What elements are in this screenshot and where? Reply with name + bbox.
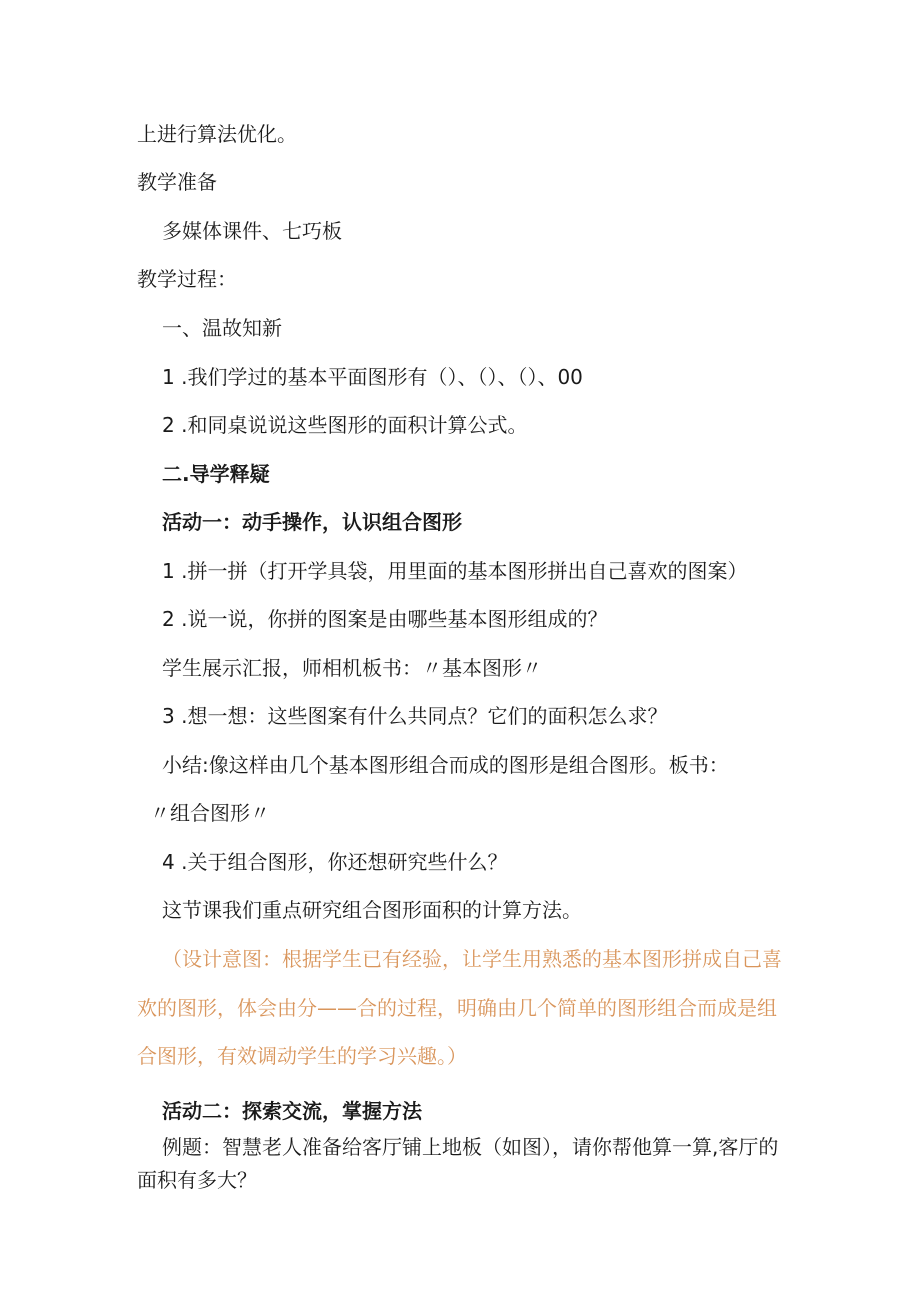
activity-step-1: 1 .拼一拼（打开学具袋，用里面的基本图形拼出自己喜欢的图案） [162,559,748,583]
activity-step-3: 3 .想一想：这些图案有什么共同点？它们的面积怎么求？ [162,704,668,728]
list-item-1: 1 .我们学过的基本平面图形有（）、（）、（）、00 [162,365,583,389]
text-materials: 多媒体课件、七巧板 [162,219,342,243]
text-summary: 小结:像这样由几个基本图形组合而成的图形是组合图形。板书： [162,753,729,777]
design-note-line-1: （设计意图：根据学生已有经验，让学生用熟悉的基本图形拼成自己喜 [162,947,782,971]
design-note-line-3: 合图形，有效调动学生的学习兴趣。） [137,1044,467,1068]
text-summary-continuation: 〃组合图形〃 [150,801,270,825]
heading-activity-two: 活动二：探索交流，掌握方法 [162,1099,422,1123]
heading-section-one: 一、温故知新 [162,316,282,340]
activity-step-4: 4 .关于组合图形，你还想研究些什么？ [162,850,508,874]
text-lesson-focus: 这节课我们重点研究组合图形面积的计算方法。 [162,898,582,922]
heading-teaching-preparation: 教学准备 [137,170,217,194]
heading-teaching-process: 教学过程： [137,267,237,291]
example-problem-line-2: 面积有多大？ [137,1168,257,1192]
list-item-2: 2 .和同桌说说这些图形的面积计算公式。 [162,413,528,437]
text-student-report: 学生展示汇报，师相机板书：〃基本图形〃 [162,656,542,680]
example-problem-line-1: 例题：智慧老人准备给客厅铺上地板（如图），请你帮他算一算,客厅的 [162,1135,779,1159]
activity-step-2: 2 .说一说，你拼的图案是由哪些基本图形组成的？ [162,607,608,631]
text-line-continuation: 上进行算法优化。 [137,122,297,146]
heading-section-two: 二.导学释疑 [162,462,270,486]
design-note-line-2: 欢的图形，体会由分——合的过程，明确由几个简单的图形组合而成是组 [137,996,777,1020]
heading-activity-one: 活动一：动手操作，认识组合图形 [162,510,462,534]
